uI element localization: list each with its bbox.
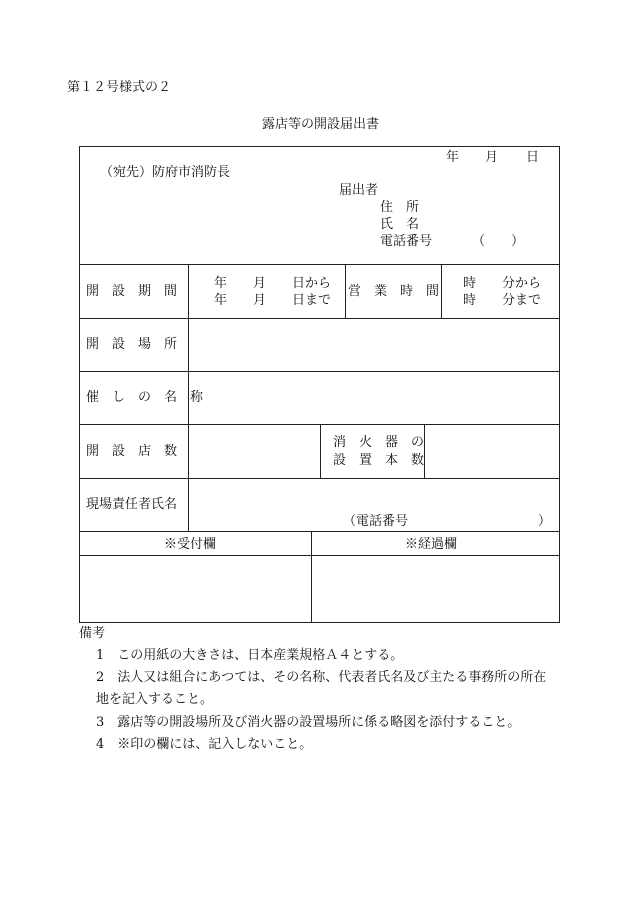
row-divider [79,264,560,265]
hours-from: 時 分から [463,276,542,291]
note-item: 4 ※印の欄には、記入しないこと。 [96,737,313,752]
place-label: 開 設 場 所 [86,337,178,352]
period-from: 年 月 日から [214,276,332,291]
row-divider [79,371,560,372]
progress-label: ※経過欄 [405,537,458,552]
note-item: 1 この用紙の大きさは、日本産業規格Ａ４とする。 [96,648,404,663]
row-divider [79,555,560,556]
notes-heading: 備考 [79,626,106,641]
row-divider [79,478,560,479]
form-number: 第１２号様式の２ [67,80,172,95]
period-to: 年 月 日まで [214,293,332,308]
note-item: 3 露店等の開設場所及び消火器の設置場所に係る略図を添付すること。 [96,715,521,730]
manager-label: 現場責任者氏名 [86,497,178,512]
column-divider [320,424,321,478]
date-month: 月 [485,150,499,165]
name-label: 氏 名 [380,217,420,232]
hours-to: 時 分まで [463,293,542,308]
manager-phone: （電話番号 ） [343,514,552,529]
column-divider [424,424,425,478]
phone-label: 電話番号 [380,234,433,249]
row-divider [79,531,560,532]
hours-label: 営 業 時 間 [348,284,440,299]
column-divider [311,531,312,623]
phone-parens: （ ） [472,234,525,249]
column-divider [441,264,442,318]
addressee: （宛先）防府市消防長 [100,165,231,180]
column-divider [345,264,346,318]
address-label: 住 所 [380,200,420,215]
extinguisher-label-1: 消 火 器 の [333,435,425,450]
reception-label: ※受付欄 [164,537,217,552]
note-item: 2 法人又は組合にあつては、その名称、代表者氏名及び主たる事務所の所在 [96,670,547,685]
shops-label: 開 設 店 数 [86,444,178,459]
date-day: 日 [526,150,540,165]
row-divider [79,318,560,319]
note-item: 地を記入すること。 [96,692,214,707]
applicant-label: 届出者 [339,183,379,198]
form-table [79,146,560,623]
period-label: 開 設 期 間 [86,284,178,299]
event-name-label: 催 し の 名 称 [86,390,204,405]
date-year: 年 [446,150,460,165]
page-title: 露店等の開設届出書 [262,117,380,132]
extinguisher-label-2: 設 置 本 数 [333,453,425,468]
